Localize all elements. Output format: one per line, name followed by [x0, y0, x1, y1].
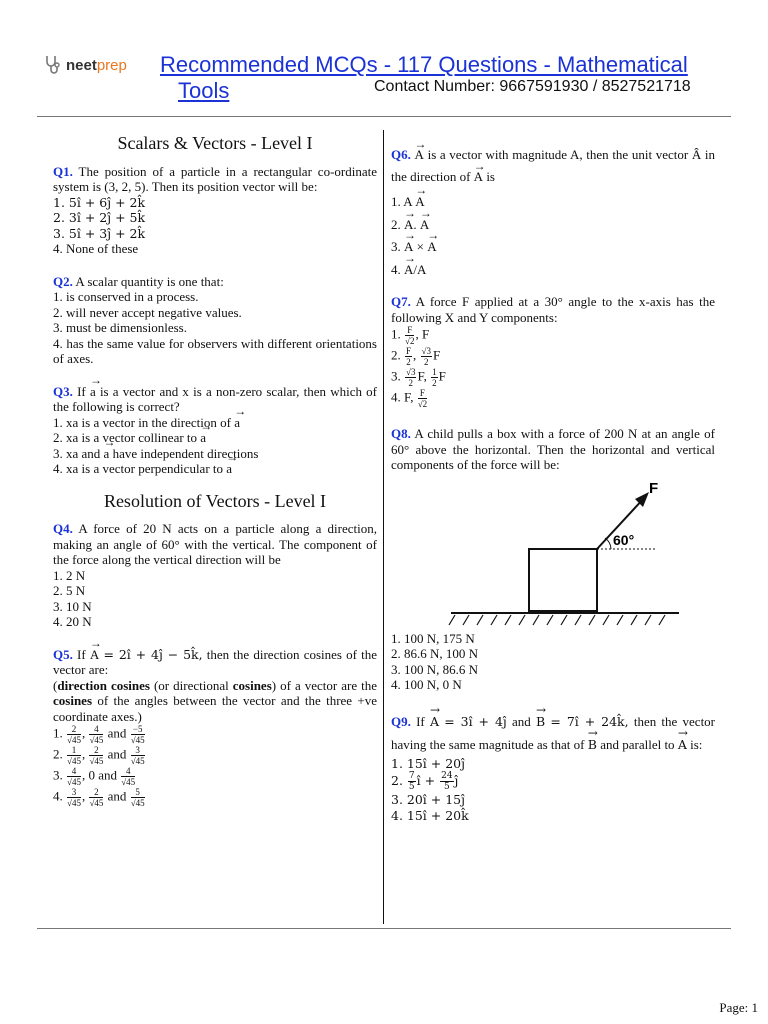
- option-3[interactable]: 3. xa and → a have independent directions: [53, 446, 377, 462]
- neetprep-logo: [44, 54, 127, 76]
- option-3[interactable]: 3. $\frac{√3}{2}$ F, $\frac{1}{2}$ F: [391, 367, 446, 388]
- option-4[interactable]: 4. $\frac{3}{√45}$ , $\frac{2}{√45}$ and $\frac{5}{√45}$: [53, 787, 145, 808]
- direction-cosine-note: (direction cosines (or directional cosines) of a vector are the cosines of the angles between the vector and the three +ve coordinate axes.): [53, 677, 377, 724]
- option-2[interactable]: 2. $\frac{F}{2}$ , $\frac{√3}{2}$ F: [391, 346, 441, 367]
- option-3[interactable]: 3. 100 N, 86.6 N: [391, 661, 479, 677]
- box-force-diagram: [445, 479, 685, 627]
- question-number: Q4.: [53, 521, 73, 536]
- question-text: A force F applied at a 30° angle to the x-axis has the following X and Y components:: [391, 294, 715, 325]
- question-text: A force of 20 N acts on a particle along a direction, making an angle of 60° with the vertical. The component of the force along the vertical direction will be: [53, 521, 377, 567]
- question-q8: [391, 426, 715, 693]
- option-1[interactable]: 1. $\frac{F}{√2}$ , F: [391, 325, 430, 346]
- question-number: Q3.: [53, 383, 73, 399]
- option-1[interactable]: 1. xa is a vector in the direction of → a: [53, 415, 377, 431]
- question-number: Q8.: [391, 426, 411, 441]
- option-2[interactable]: 2. $\frac{7}{5}$ î + $\frac{24}{5}$ ĵ: [391, 771, 459, 792]
- header-divider: [37, 116, 731, 117]
- question-text: The position of a particle in a rectangular co-ordinate system is (3, 2, 5). Then its position vector will be:: [53, 163, 377, 194]
- question-text: is a vector and x is a non-zero scalar, then which of the following is correct?: [53, 383, 377, 414]
- option-3[interactable]: 3. must be dimensionless.: [53, 320, 187, 335]
- force-label: F: [649, 479, 659, 497]
- option-1[interactable]: 1. 15î + 20ĵ: [391, 755, 466, 771]
- angle-label: 60°: [613, 531, 635, 548]
- option-1[interactable]: 1. 5î + 6ĵ + 2k̂: [53, 194, 146, 210]
- vector-A: → A: [430, 710, 439, 733]
- question-q5: Q5. If → A = 2î + 4ĵ − 5k̂, then the direction cosines of the vector are: (direction cosines (or directional cosines) of a vector are the cosines of the angles between the vector and the three +ve coordinate axes.) 1. $\frac{2}{√45}$ , $\frac{4}{√45}$ and $\frac{-5}{√45}$ 2. $\frac{1}{√45}$ , $\frac{2}{√45}$ and $\frac{3}{√45}$ 3. $\frac{4}{√45}$ , 0 and $\frac{4}{√45}$ 4. $\frac{3}{√45}$ , $\frac{2}{√45}$ and $\frac{5}{√45}$: [53, 647, 377, 809]
- option-2[interactable]: 2. 3î + 2ĵ + 5k̂: [53, 210, 146, 225]
- question-number: Q5.: [53, 646, 73, 662]
- question-text: then the direction cosines of the vector are:: [53, 646, 378, 677]
- page-number: Page: 1: [719, 1000, 758, 1015]
- option-4[interactable]: 4. 20 N: [53, 614, 92, 629]
- question-number: Q7.: [391, 294, 411, 309]
- option-1[interactable]: 1. $\frac{2}{√45}$ , $\frac{4}{√45}$ and $\frac{-5}{√45}$: [53, 724, 145, 745]
- option-3[interactable]: 3. 10 N: [53, 598, 92, 614]
- box: [529, 549, 597, 611]
- option-3[interactable]: 3. 5î + 3ĵ + 2k̂: [53, 225, 146, 241]
- option-1[interactable]: 1. 2 N: [53, 567, 86, 583]
- option-2[interactable]: 2. xa is a vector collinear to → a: [53, 430, 377, 446]
- option-4[interactable]: 4. F, $\frac{F}{√2}$: [391, 388, 428, 409]
- option-2[interactable]: 2. $\frac{1}{√45}$ , $\frac{2}{√45}$ and $\frac{3}{√45}$: [53, 745, 145, 766]
- option-4[interactable]: 4. xa is a vector perpendicular to → a: [53, 461, 377, 477]
- option-2[interactable]: 2. 5 N: [53, 583, 86, 598]
- vector-A: → A: [90, 647, 99, 663]
- question-q2: [53, 274, 377, 367]
- section-title-scalars-vectors: Scalars & Vectors - Level I: [117, 133, 313, 153]
- question-q4: [53, 521, 377, 630]
- question-text: A scalar quantity is one that:: [75, 273, 224, 289]
- option-4[interactable]: 4. → A/A: [391, 262, 715, 278]
- logo-text: neetprep: [66, 56, 127, 74]
- option-2[interactable]: 2. 86.6 N, 100 N: [391, 646, 479, 661]
- option-3[interactable]: 3. 20î + 15ĵ: [391, 792, 466, 807]
- option-4[interactable]: 4. 15î + 20k̂: [391, 807, 469, 823]
- option-1[interactable]: 1. A → A: [391, 194, 715, 210]
- title-line-2[interactable]: Tools: [178, 78, 230, 103]
- question-text: A child pulls a box with a force of 200 N at an angle of 60° above the horizontal. Then the horizontal and vertical components of the force will be:: [391, 426, 715, 472]
- question-number: Q9.: [391, 713, 411, 729]
- column-divider: [383, 130, 384, 924]
- option-3[interactable]: 3. $\frac{4}{√45}$ , 0 and $\frac{4}{√45}$: [53, 766, 136, 787]
- question-q6: Q6. → A is a vector with magnitude A, then the unit vector Â in the direction of → A is 1. A → A 2. → A. → A 3. → A × → A 4. → A/A: [391, 144, 715, 277]
- right-column: [391, 136, 715, 840]
- left-column: [53, 133, 378, 825]
- question-q9: Q9. If → A = 3î + 4ĵ and → B = 7î + 24k̂, then the vector having the same magnitude as that of → B and parallel to → A is: 1. 15î + 20ĵ 2. $\frac{7}{5}$ î + $\frac{24}{5}$ ĵ 3. 20î + 15ĵ 4. 15î + 20k̂: [391, 710, 715, 824]
- option-2[interactable]: 2. will never accept negative values.: [53, 304, 242, 320]
- vector-a: → a: [90, 384, 96, 400]
- option-3[interactable]: 3. → A × → A: [391, 239, 715, 255]
- option-1[interactable]: 1. 100 N, 175 N: [391, 630, 475, 646]
- option-4[interactable]: 4. has the same value for observers with different orientations of axes.: [53, 335, 377, 366]
- section-title-resolution: Resolution of Vectors - Level I: [103, 490, 327, 511]
- question-number: Q6.: [391, 147, 411, 162]
- option-4[interactable]: 4. 100 N, 0 N: [391, 677, 462, 692]
- contact-number: Contact Number: 9667591930 / 8527521718: [374, 78, 691, 95]
- question-q1: [53, 164, 377, 257]
- ground-hatching: [449, 615, 665, 625]
- stethoscope-icon: [44, 54, 62, 76]
- vector-A: → A: [415, 144, 424, 166]
- vector-B: → B: [536, 710, 545, 733]
- question-number: Q1.: [53, 163, 73, 179]
- question-q3: Q3. If → a is a vector and x is a non-zero scalar, then which of the following is correct? 1. xa is a vector in the direction of → a 2. xa is a vector collinear to → a 3. xa and → a have independent directions 4. xa is a vector perpendicular to → a: [53, 384, 377, 477]
- question-number: Q2.: [53, 273, 73, 289]
- title-line-1[interactable]: Recommended MCQs - 117 Questions - Mathematical: [160, 52, 688, 77]
- option-1[interactable]: 1. is conserved in a process.: [53, 289, 199, 304]
- option-4[interactable]: 4. None of these: [53, 241, 139, 256]
- option-2[interactable]: 2. → A. → A: [391, 217, 715, 233]
- footer-divider: [37, 928, 731, 929]
- question-q7: [391, 294, 715, 409]
